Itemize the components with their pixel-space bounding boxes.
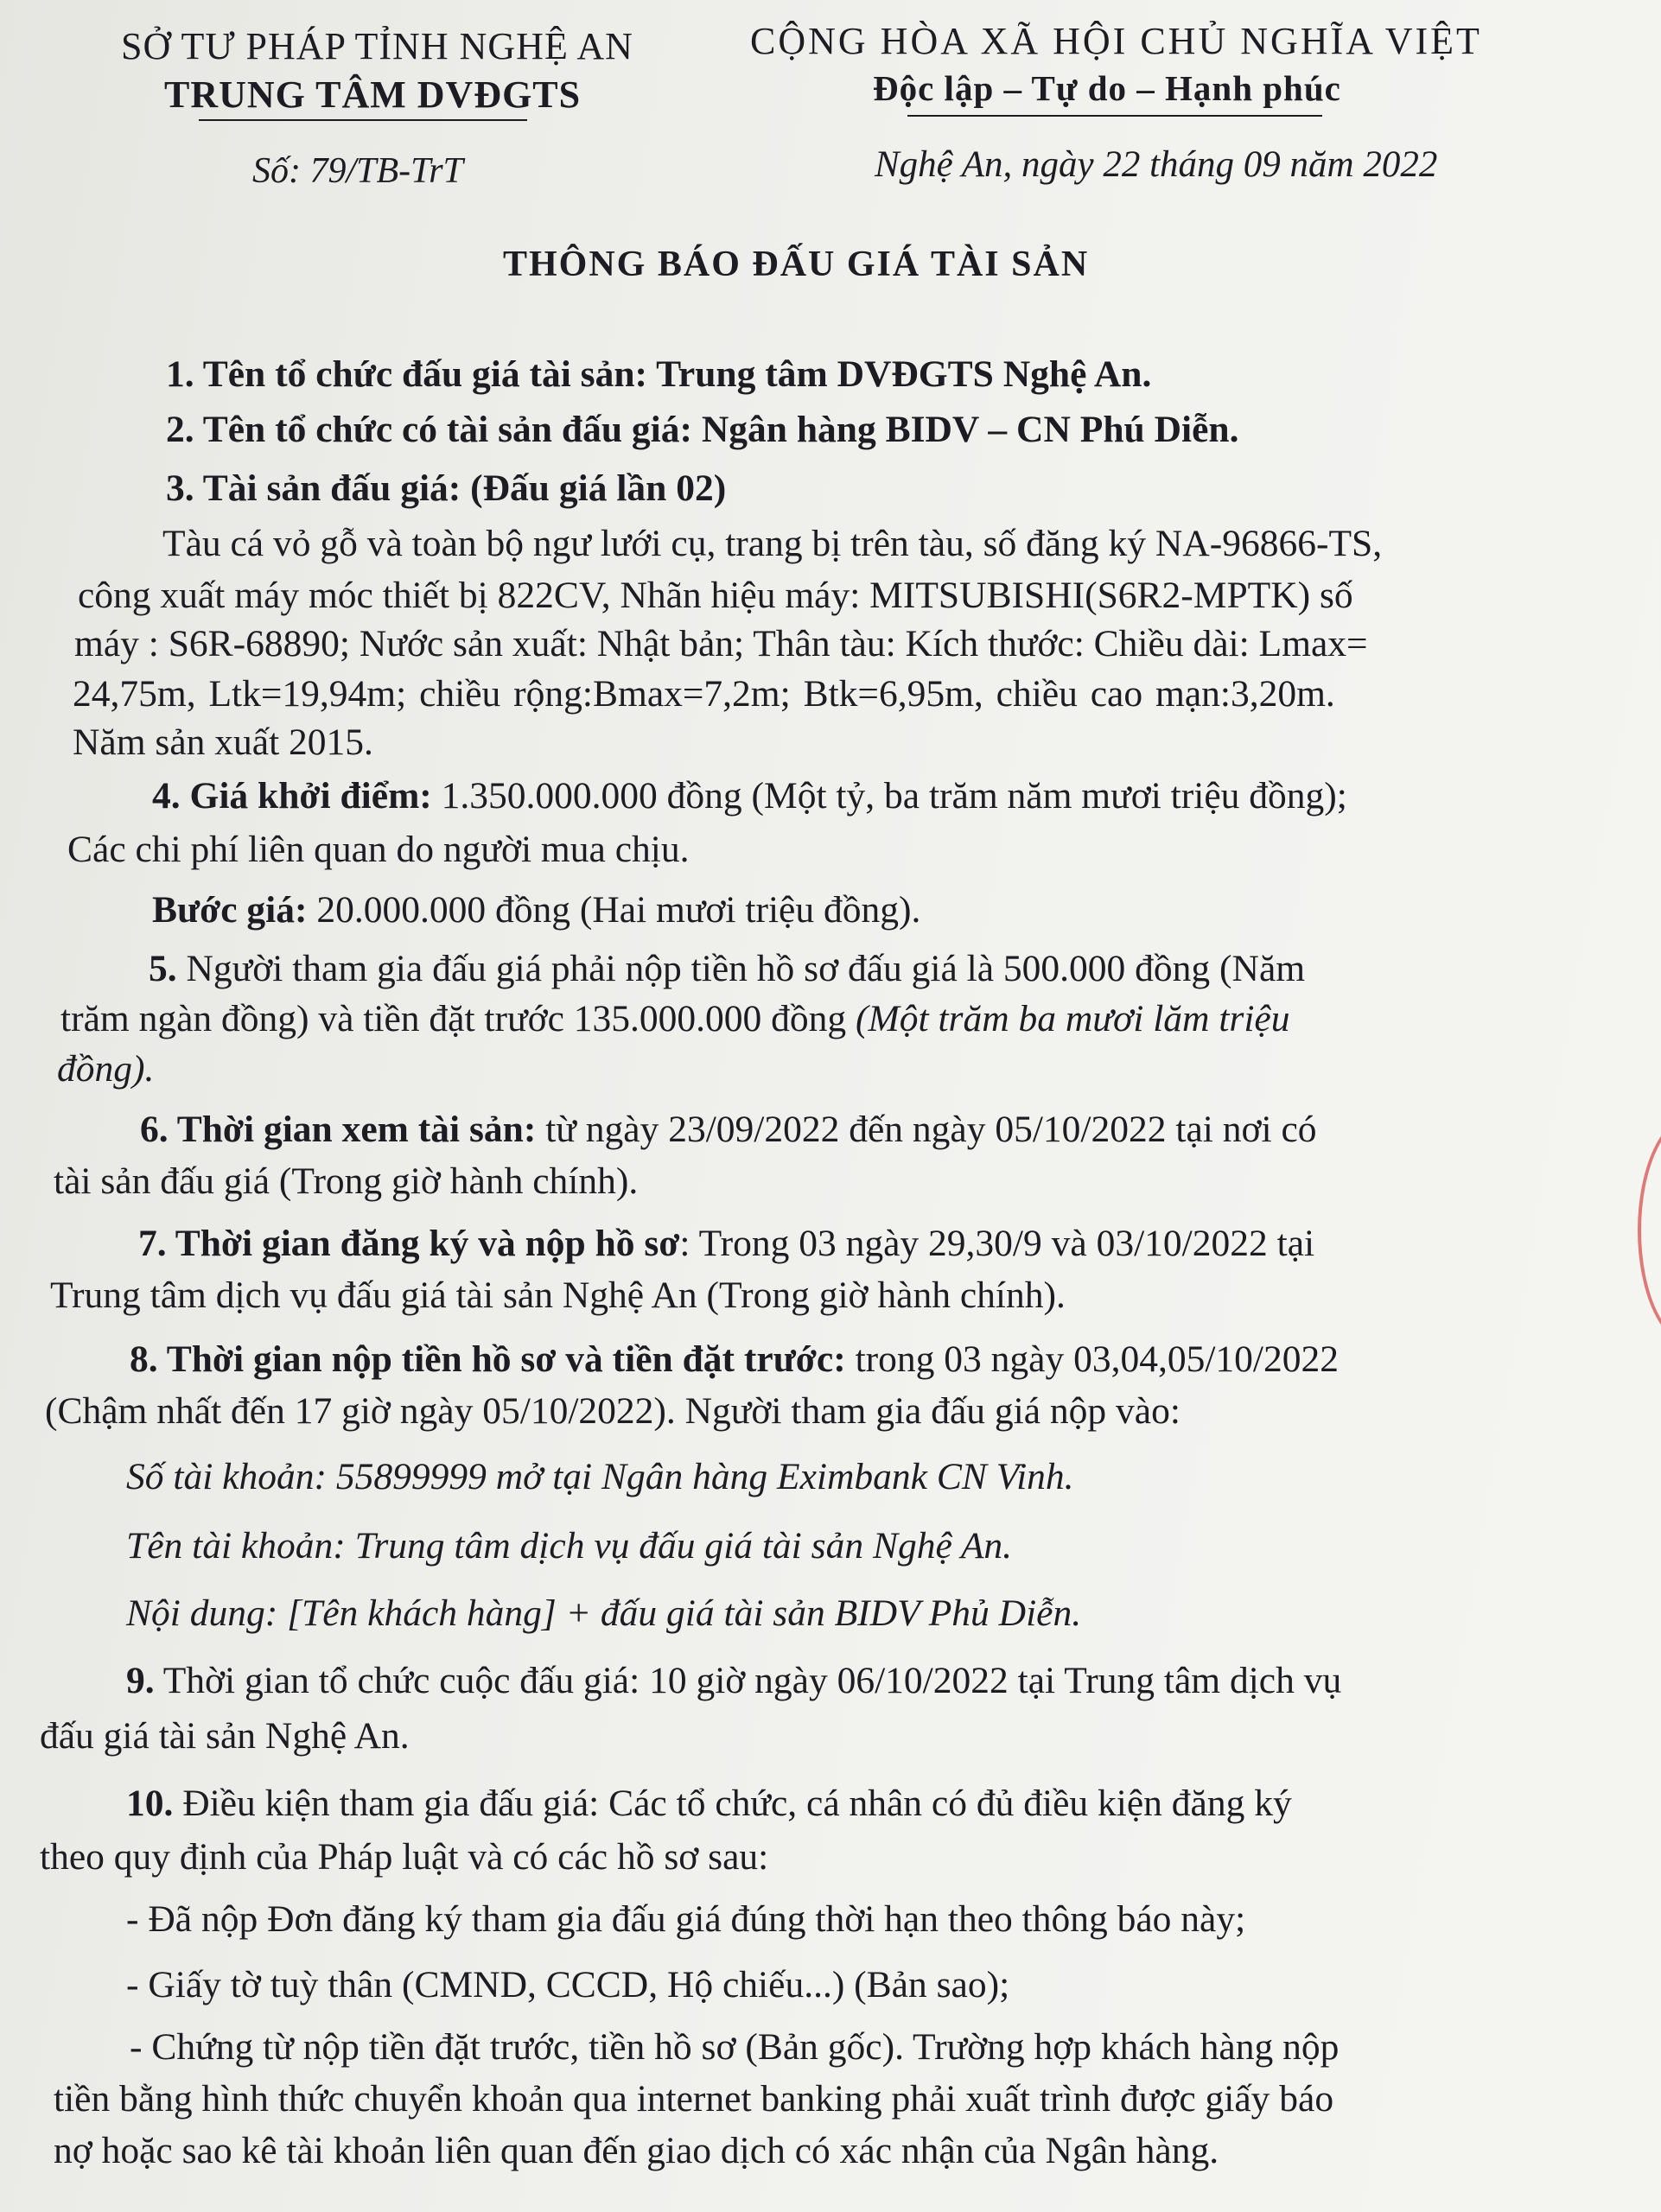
item-5-text: Người tham gia đấu giá phải nộp tiền hồ sơ đấu giá là 500.000 đồng (Năm — [176, 948, 1306, 989]
asset-line-1: Tàu cá vỏ gỗ và toàn bộ ngư lưới cụ, trang bị trên tàu, số đăng ký NA-96866-TS, — [162, 523, 1383, 564]
price-step — [152, 888, 920, 931]
item-5-line-2 — [60, 997, 1290, 1040]
item-10-line-2: theo quy định của Pháp luật và có các hồ sơ sau: — [40, 1836, 769, 1878]
motto-underline — [907, 115, 1322, 117]
starting-price-text: 1.350.000.000 đồng (Một tỷ, ba trăm năm mươi triệu đồng); — [431, 775, 1347, 817]
item-6-text: từ ngày 23/09/2022 đến ngày 05/10/2022 tại nơi có — [536, 1109, 1317, 1150]
item-6-line-2: tài sản đấu giá (Trong giờ hành chính). — [54, 1160, 639, 1202]
item-6 — [140, 1108, 1317, 1151]
nation-name: CỘNG HÒA XÃ HỘI CHỦ NGHĨA VIỆT — [750, 20, 1482, 62]
requirement-3-line-2: tiền bằng hình thức chuyển khoản qua internet banking phải xuất trình được giấy báo — [54, 2078, 1334, 2120]
price-step-label: Bước giá: — [152, 889, 308, 931]
item-5-number: 5. — [149, 948, 177, 989]
item-3: 3. Tài sản đấu giá: (Đấu giá lần 02) — [166, 467, 727, 509]
item-10 — [126, 1782, 1292, 1825]
item-5-line-2-text: trăm ngàn đồng) và tiền đặt trước 135.000.000 đồng — [60, 998, 856, 1039]
item-6-label: 6. Thời gian xem tài sản: — [140, 1109, 537, 1150]
item-7-label: 7. Thời gian đăng ký và nộp hồ sơ — [138, 1223, 680, 1264]
item-9-number: 9. — [126, 1660, 155, 1701]
price-step-text: 20.000.000 đồng (Hai mươi triệu đồng). — [307, 889, 921, 931]
org-underline — [199, 119, 527, 121]
item-4-line-2: Các chi phí liên quan do người mua chịu. — [67, 829, 690, 870]
item-9 — [126, 1659, 1341, 1702]
asset-line-4: 24,75m, Ltk=19,94m; chiều rộng:Bmax=7,2m; Btk=6,95m, chiều cao mạn:3,20m. — [73, 673, 1335, 715]
requirement-3-line-3: nợ hoặc sao kê tài khoản liên quan đến giao dịch có xác nhận của Ngân hàng. — [54, 2130, 1219, 2171]
payment-content: Nội dung: [Tên khách hàng] + đấu giá tài sản BIDV Phủ Diễn. — [126, 1592, 1082, 1634]
item-10-text: Điều kiện tham gia đấu giá: Các tổ chức, cá nhân có đủ điều kiện đăng ký — [173, 1783, 1292, 1824]
item-5 — [149, 947, 1305, 990]
place-date: Nghệ An, ngày 22 tháng 09 năm 2022 — [875, 144, 1438, 185]
document-number: Số: 79/TB-TrT — [252, 151, 463, 191]
item-8-line-2: (Chậm nhất đến 17 giờ ngày 05/10/2022). Người tham gia đấu giá nộp vào: — [45, 1390, 1181, 1432]
item-9-line-2: đấu giá tài sản Nghệ An. — [40, 1715, 410, 1757]
item-2: 2. Tên tổ chức có tài sản đấu giá: Ngân hàng BIDV – CN Phú Diễn. — [166, 409, 1239, 450]
requirement-2: - Giấy tờ tuỳ thân (CMND, CCCD, Hộ chiếu...) (Bản sao); — [126, 1964, 1010, 2005]
requirement-1: - Đã nộp Đơn đăng ký tham gia đấu giá đúng thời hạn theo thông báo này; — [126, 1898, 1246, 1940]
official-stamp — [1638, 1115, 1661, 1346]
item-5-line-2-italic: (Một trăm ba mươi lăm triệu — [856, 998, 1290, 1039]
item-7 — [138, 1222, 1314, 1265]
item-8 — [130, 1338, 1339, 1381]
item-4 — [152, 774, 1347, 817]
item-8-label: 8. Thời gian nộp tiền hồ sơ và tiền đặt trước: — [130, 1338, 846, 1380]
item-9-text: Thời gian tổ chức cuộc đấu giá: 10 giờ ngày 06/10/2022 tại Trung tâm dịch vụ — [154, 1660, 1342, 1701]
item-5-line-3: đồng). — [57, 1048, 155, 1090]
nation-motto: Độc lập – Tự do – Hạnh phúc — [873, 68, 1341, 108]
account-number: Số tài khoản: 55899999 mở tại Ngân hàng Eximbank CN Vinh. — [126, 1456, 1074, 1497]
account-name: Tên tài khoản: Trung tâm dịch vụ đấu giá tài sản Nghệ An. — [126, 1525, 1013, 1567]
org-unit: TRUNG TÂM DVĐGTS — [164, 73, 582, 116]
page-title: THÔNG BÁO ĐẤU GIÁ TÀI SẢN — [503, 245, 1090, 284]
asset-line-3: máy : S6R-68890; Nước sản xuất: Nhật bản; Thân tàu: Kích thước: Chiều dài: Lmax= — [74, 623, 1368, 664]
asset-line-2: công xuất máy móc thiết bị 822CV, Nhãn hiệu máy: MITSUBISHI(S6R2-MPTK) số — [78, 575, 1353, 616]
item-8-text: trong 03 ngày 03,04,05/10/2022 — [845, 1338, 1340, 1380]
item-7-text: : Trong 03 ngày 29,30/9 và 03/10/2022 tại — [679, 1223, 1315, 1264]
item-10-number: 10. — [126, 1783, 174, 1824]
requirement-3: - Chứng từ nộp tiền đặt trước, tiền hồ sơ (Bản gốc). Trường hợp khách hàng nộp — [130, 2026, 1340, 2068]
starting-price-label: 4. Giá khởi điểm: — [152, 775, 432, 817]
org-name: SỞ TƯ PHÁP TỈNH NGHỆ AN — [121, 25, 633, 67]
asset-line-5: Năm sản xuất 2015. — [73, 721, 373, 763]
item-1: 1. Tên tổ chức đấu giá tài sản: Trung tâm DVĐGTS Nghệ An. — [166, 353, 1152, 395]
item-7-line-2: Trung tâm dịch vụ đấu giá tài sản Nghệ An (Trong giờ hành chính). — [50, 1274, 1066, 1316]
